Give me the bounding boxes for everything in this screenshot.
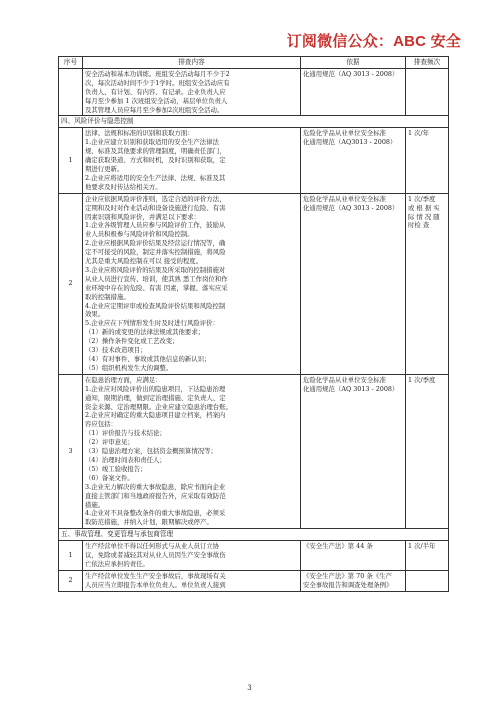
content-line: 规、标准及其他要求的管理制度，明确责任部门， <box>85 147 226 156</box>
row-content <box>83 374 301 528</box>
content-line: 因素识别和风险评价，并满足以下要求： <box>85 212 201 221</box>
row-basis <box>301 193 406 374</box>
content-line: （3）技术改造项目； <box>85 346 147 355</box>
section-title: 四、风险评价与隐患控制 <box>59 116 449 128</box>
row-number: 3 <box>59 374 83 528</box>
content-line: （3）隐患治理方案，包括资金概预算情况等； <box>85 447 217 456</box>
brand-watermark: 订阅微信公众：ABC 安全 <box>286 33 461 50</box>
header-seq: 序号 <box>59 57 83 69</box>
basis-line: 危险化学品从业单位安全标准 <box>303 375 387 384</box>
table-row <box>59 374 449 528</box>
content-line: 容应包括： <box>85 420 117 429</box>
content-line: 取的控制措施。 <box>85 292 130 301</box>
header-basis: 依据 <box>301 57 406 69</box>
row-frequency <box>406 68 449 116</box>
basis-line: 安全事故报告和调查处理条例》 <box>303 580 393 589</box>
content-line: 他要求及时传达给相关方。 <box>85 182 162 191</box>
content-line: 1.企业各级管理人员应参与风险评价工作，鼓励从 <box>85 221 226 230</box>
content-line: 效果。 <box>85 310 105 319</box>
content-line: 安全活动和基本功训练。班组安全活动每月不少于2 <box>85 69 230 78</box>
content-line: 4.企业应定期评审或检查风险评价结果和风险控制 <box>85 301 226 310</box>
row-content <box>83 570 301 591</box>
content-line: 生产经营单位发生生产安全事故后，事故现场有关 <box>85 571 226 580</box>
row-frequency <box>406 374 449 528</box>
table-body <box>59 68 449 591</box>
frequency-line: 1 次/半年 <box>408 542 436 551</box>
content-line: （2）评审意见； <box>85 438 134 447</box>
table-row <box>59 570 449 591</box>
row-number: 1 <box>59 128 83 193</box>
content-line: 2.企业应将适用的安全生产法律、法规、标准及其 <box>85 173 226 182</box>
frequency-line: 1 次/年 <box>408 129 430 138</box>
content-line: 1.企业应对风险评价出的隐患项目，下达隐患治理 <box>85 384 226 393</box>
content-line: （2）操作条件变化或工艺改变； <box>85 337 179 346</box>
content-line: 业环境中存在的危险、有害 因素，掌握、落实应采 <box>85 283 228 292</box>
section-title: 五、事故管理、变更管理与承包商管理 <box>59 529 449 541</box>
row-basis <box>301 541 406 571</box>
content-line: 业人员积极参与风险评价和风险控制。 <box>85 230 194 239</box>
table-row <box>59 193 449 374</box>
row-number: 2 <box>59 193 83 374</box>
content-line: 4.企业对不具备整改条件的重大事故隐患，必须采 <box>85 509 226 518</box>
row-basis <box>301 374 406 528</box>
content-line: 法律、法规和标准的识别和获取方面： <box>85 129 194 138</box>
row-number: 1 <box>59 541 83 571</box>
content-line: 3.企业无力解决的重大事故隐患，除应书面向企业 <box>85 482 226 491</box>
row-basis <box>301 570 406 591</box>
content-line: 在隐患治理方面，应满足： <box>85 375 162 384</box>
row-basis <box>301 68 406 116</box>
row-frequency <box>406 128 449 193</box>
content-line: （1）评价报告与技术结论； <box>85 429 166 438</box>
content-line: 2.企业应根据风险评价结果及经营运行情况等，确 <box>85 239 226 248</box>
content-line: 生产经营单位不得以任何形式与从业人员订立协 <box>85 542 220 551</box>
content-line: 人员应当立即报告本单位负责人。单位负责人接到 <box>85 580 226 589</box>
frequency-line: 时检 查 <box>408 221 430 230</box>
row-content <box>83 128 301 193</box>
page-number: 3 <box>247 684 252 692</box>
content-line: 定期和及时对作业活动和设备设施进行危险、有害 <box>85 203 226 212</box>
content-line: 5.企业应在下列情形发生时及时进行风险评价： <box>85 319 219 328</box>
section-row <box>59 529 449 541</box>
table-row <box>59 68 449 116</box>
content-line: （5）组织机构发生大的调整。 <box>85 363 173 372</box>
row-frequency <box>406 541 449 571</box>
row-content <box>83 541 301 571</box>
content-line: 3.企业应将风险评价的结果及所采取的控制措施对 <box>85 265 226 274</box>
checklist-table <box>58 56 449 592</box>
row-content <box>83 193 301 374</box>
row-frequency <box>406 193 449 374</box>
basis-line: 化通用规范（AQ 3013 - 2008） <box>303 384 399 393</box>
table-row <box>59 541 449 571</box>
row-number <box>59 68 83 116</box>
content-line: 期进行更新。 <box>85 164 124 173</box>
content-line: 负责人、有计划、有内容、有记录。企业负责人应 <box>85 87 226 96</box>
basis-line: 化通用规范（AQ 3013 - 2008） <box>303 203 399 212</box>
row-frequency <box>406 570 449 591</box>
basis-line: 化通用规范（AQ 3013 - 2008） <box>303 69 399 78</box>
content-line: （4）治理时间表和责任人； <box>85 455 166 464</box>
content-line: 每月至少参加 1 次班组安全活动，基层单位负责人 <box>85 96 228 105</box>
frequency-line: 或 根 据 实 <box>408 203 440 212</box>
content-line: 2.企业应对确定的重大隐患项目建立档案，档案内 <box>85 411 226 420</box>
header-content: 排查内容 <box>83 57 301 69</box>
content-line: 直接主管部门和当地政府报告外，应采取有效防范 <box>85 491 226 500</box>
content-line: 取防范措施，并纳入计划，限期解决或停产。 <box>85 518 213 527</box>
basis-line: 《安全生产法》第 44 条 <box>303 542 373 551</box>
content-line: 措施。 <box>85 500 105 509</box>
table-row <box>59 128 449 193</box>
frequency-line: 际 情 况 随 <box>408 212 440 221</box>
section-row <box>59 116 449 128</box>
row-number: 2 <box>59 570 83 591</box>
basis-line: 化通用规范（AQ3013 - 2008） <box>303 138 397 147</box>
content-line: （5）竣工验收报告； <box>85 464 147 473</box>
basis-line: 危险化学品从业单位安全标准 <box>303 194 387 203</box>
content-line: 亡依法应承担的责任。 <box>85 559 149 568</box>
content-line: （6）备案文件。 <box>85 473 134 482</box>
content-line: 确定获取渠道、方式和时机，及时识别和获取，定 <box>85 156 226 165</box>
content-line: （1）新的或变更的法律法规或其他要求； <box>85 328 205 337</box>
row-content <box>83 68 301 116</box>
content-line: 从业人员进行宣传、培训，使其熟 悉工作岗位和作 <box>85 274 228 283</box>
basis-line: 危险化学品从业单位安全标准 <box>303 129 387 138</box>
basis-line: 《安全生产法》第 70 条《生产 <box>303 571 392 580</box>
header-frequency: 排查频次 <box>406 57 449 69</box>
content-line: 定不可接受的风险，制定并落实控制措施，将风险 <box>85 248 226 257</box>
content-line: 企业应依据风险评价准则，选定合适的评价方法， <box>85 194 226 203</box>
content-line: 议，免除或者减轻其对从业人员因生产安全事故伤 <box>85 551 226 560</box>
frequency-line: 1 次/季度 <box>408 194 436 203</box>
checklist-table-wrapper <box>58 56 448 592</box>
content-line: 及其管理人员应每月至少参加2次班组安全活动。 <box>85 105 224 114</box>
content-line: 资金来源、定治理期限。企业应建立隐患治理台账。 <box>85 402 232 411</box>
content-line: 次，每次活动时间不少于1学时。班组安全活动应有 <box>85 78 230 87</box>
row-basis <box>301 128 406 193</box>
content-line: （4）有对事件、事故或其他信息的新认识； <box>85 355 211 363</box>
content-line: 通知，限期治理，做到定治理措施、定负责人、定 <box>85 393 226 402</box>
content-line: 1.企业应建立识别和获取适用的安全生产法律法 <box>85 138 219 147</box>
content-line: 尤其是重大风险控制在可以 接受的程度。 <box>85 257 203 266</box>
frequency-line: 1 次/季度 <box>408 375 436 384</box>
table-header-row <box>59 57 449 69</box>
